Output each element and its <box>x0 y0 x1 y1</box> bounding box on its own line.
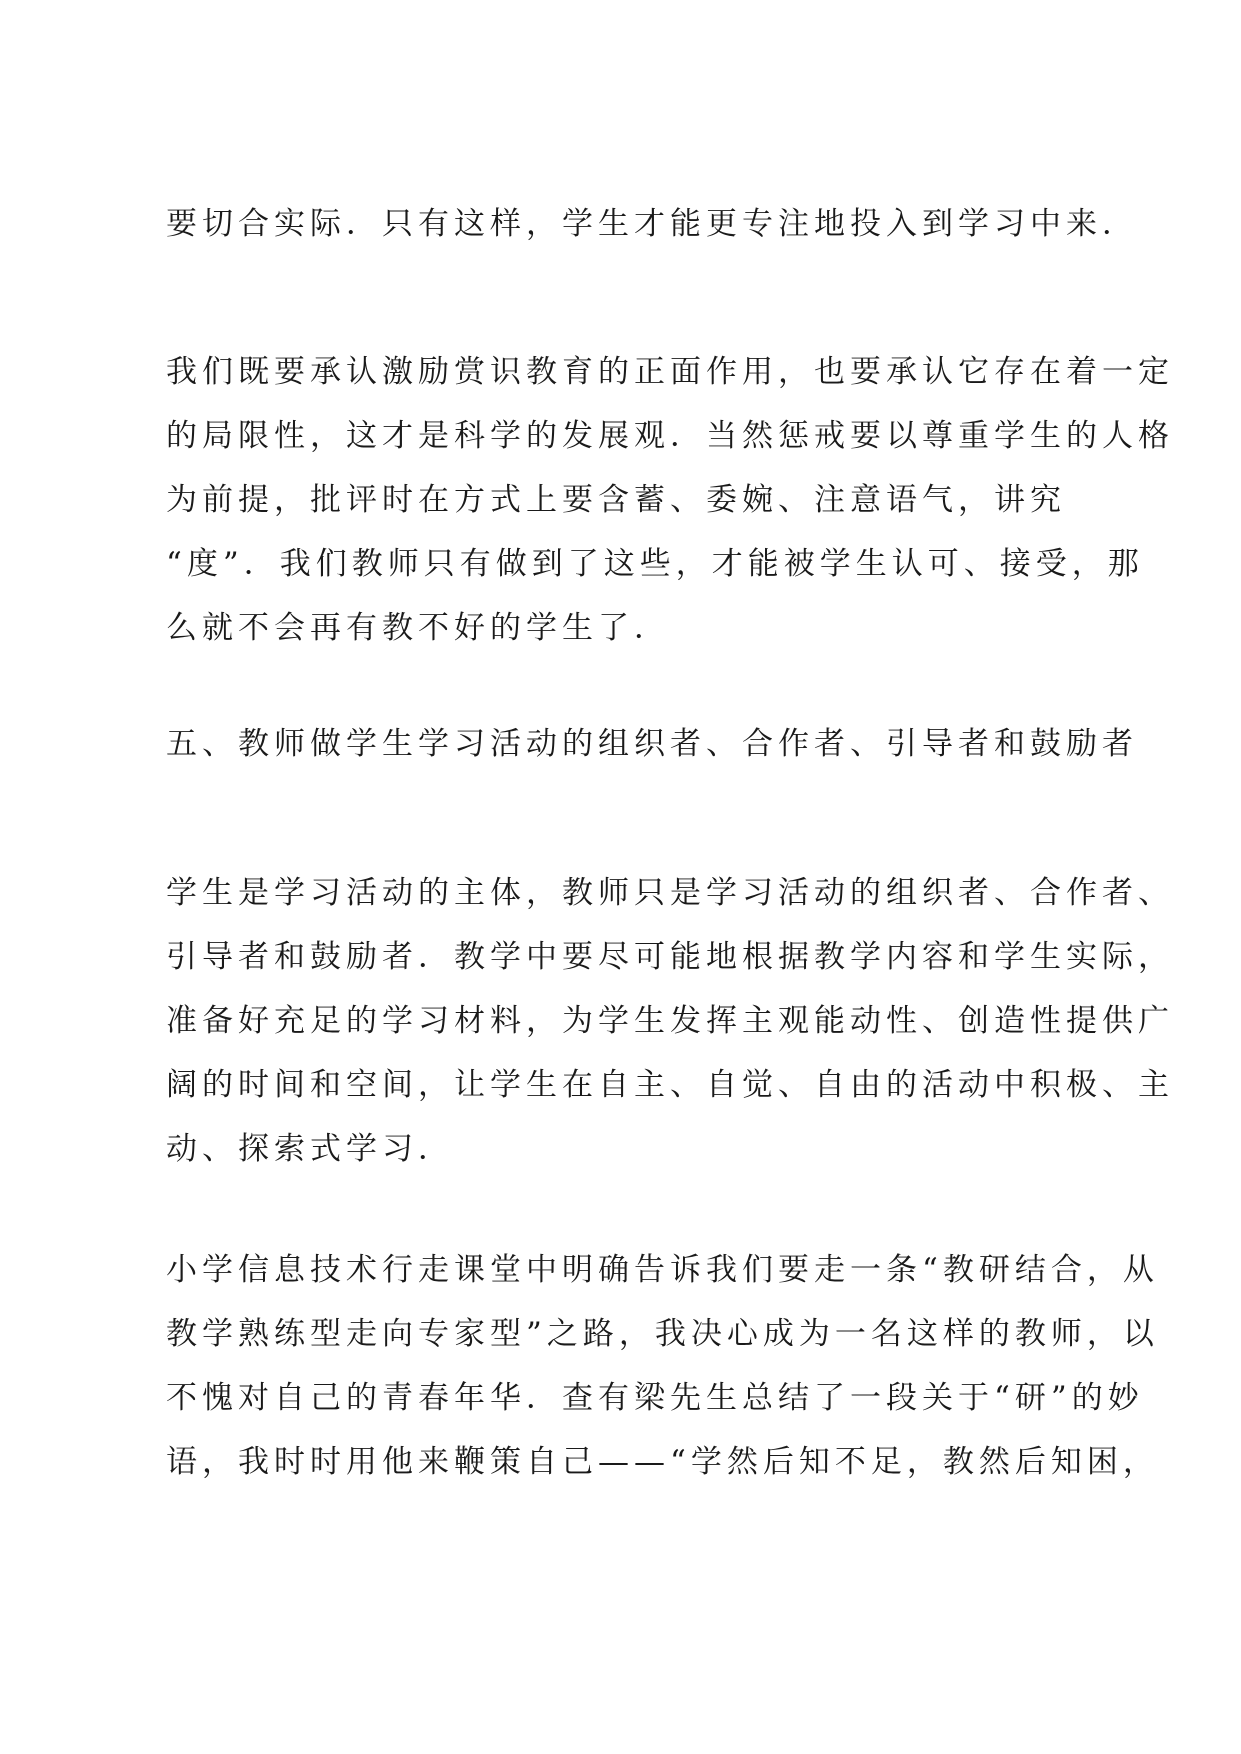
text-line: 动、探索式学习． <box>166 1131 454 1167</box>
text-line: 语，我时时用他来鞭策自己——“学然后知不足，教然后知困， <box>166 1444 1159 1480</box>
text-line: 阔的时间和空间，让学生在自主、自觉、自由的活动中积极、主 <box>166 1067 1174 1103</box>
text-line: 么就不会再有教不好的学生了． <box>166 610 670 646</box>
paragraph-3 <box>166 861 1174 1181</box>
text-line: 要切合实际．只有这样，学生才能更专注地投入到学习中来． <box>166 206 1138 242</box>
paragraph-4 <box>166 1238 1159 1494</box>
text-line: 不愧对自己的青春年华．查有梁先生总结了一段关于“研”的妙 <box>166 1380 1144 1416</box>
paragraph-1 <box>166 192 1138 256</box>
text-line: 学生是学习活动的主体，教师只是学习活动的组织者、合作者、 <box>166 875 1174 911</box>
text-line: 为前提，批评时在方式上要含蓄、委婉、注意语气，讲究 <box>166 482 1066 518</box>
heading-line: 五、教师做学生学习活动的组织者、合作者、引导者和鼓励者 <box>166 726 1138 762</box>
text-line: 的局限性，这才是科学的发展观．当然惩戒要以尊重学生的人格 <box>166 418 1174 454</box>
text-line: 引导者和鼓励者．教学中要尽可能地根据教学内容和学生实际， <box>166 939 1174 975</box>
text-line: 小学信息技术行走课堂中明确告诉我们要走一条“教研结合，从 <box>166 1252 1159 1288</box>
text-line: “度”．我们教师只有做到了这些，才能被学生认可、接受，那 <box>166 546 1144 582</box>
text-line: 我们既要承认激励赏识教育的正面作用，也要承认它存在着一定 <box>166 354 1174 390</box>
section-heading <box>166 712 1138 776</box>
text-line: 准备好充足的学习材料，为学生发挥主观能动性、创造性提供广 <box>166 1003 1174 1039</box>
paragraph-2 <box>166 340 1174 660</box>
text-line: 教学熟练型走向专家型”之路，我决心成为一名这样的教师，以 <box>166 1316 1159 1352</box>
